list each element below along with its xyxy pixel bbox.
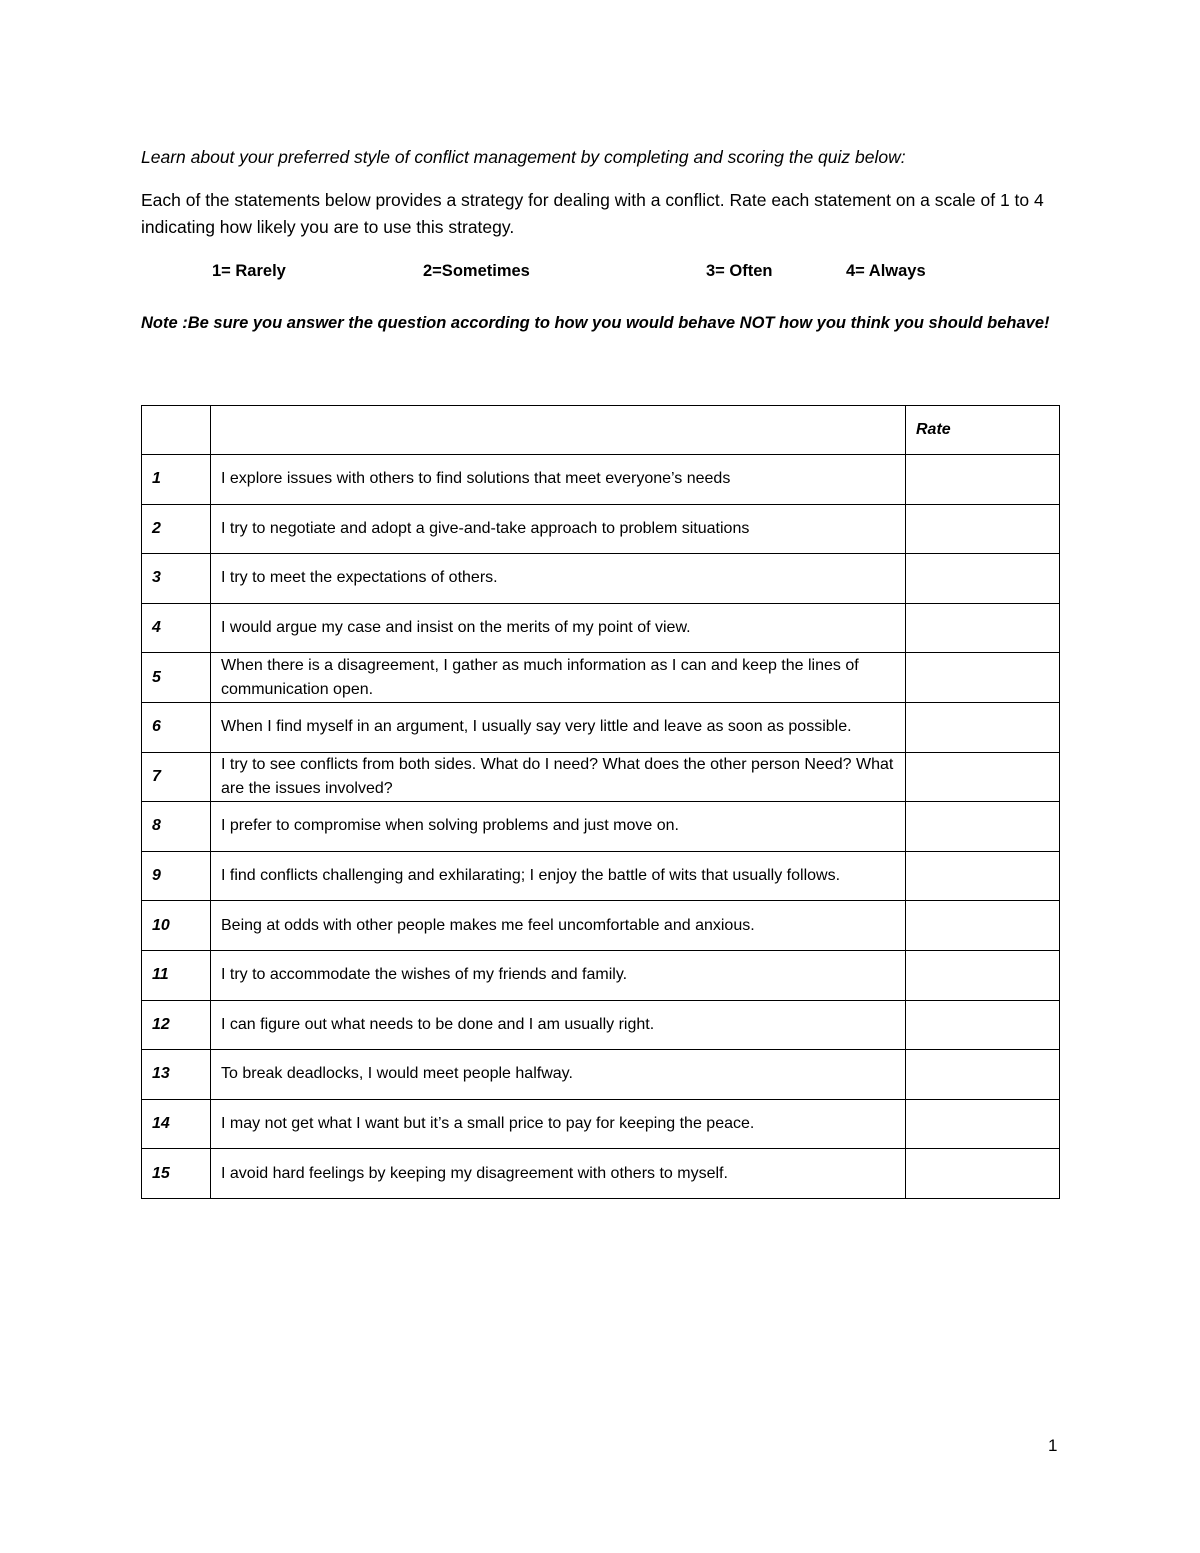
intro-text: Learn about your preferred style of conflict management by completing and scoring the quiz below: <box>141 147 906 167</box>
rate-cell[interactable] <box>906 901 1060 951</box>
statement-number: 2 <box>142 504 211 554</box>
rate-cell[interactable] <box>906 752 1060 802</box>
rate-cell[interactable] <box>906 455 1060 505</box>
rate-cell[interactable] <box>906 851 1060 901</box>
table-row <box>142 603 1060 653</box>
table-row <box>142 802 1060 852</box>
statement-number: 1 <box>142 455 211 505</box>
table-header-row <box>142 406 1060 455</box>
rate-cell[interactable] <box>906 504 1060 554</box>
statement-text: I would argue my case and insist on the merits of my point of view. <box>211 603 906 653</box>
statement-text: I explore issues with others to find solutions that meet everyone’s needs <box>211 455 906 505</box>
header-statement-cell <box>211 406 906 455</box>
rate-cell[interactable] <box>906 802 1060 852</box>
table-row <box>142 653 1060 703</box>
rate-cell[interactable] <box>906 702 1060 752</box>
note-text: Note :Be sure you answer the question according to how you would behave NOT how you think you should behave! <box>141 314 1050 332</box>
statement-text: I try to meet the expectations of others. <box>211 554 906 604</box>
table-row <box>142 1050 1060 1100</box>
page-number: 1 <box>1048 1436 1058 1455</box>
table-row <box>142 554 1060 604</box>
rate-cell[interactable] <box>906 1149 1060 1199</box>
statement-number: 12 <box>142 1000 211 1050</box>
table-row <box>142 455 1060 505</box>
statement-text: I avoid hard feelings by keeping my disagreement with others to myself. <box>211 1149 906 1199</box>
header-number-cell <box>142 406 211 455</box>
statement-number: 10 <box>142 901 211 951</box>
statement-number: 15 <box>142 1149 211 1199</box>
table-row <box>142 702 1060 752</box>
header-rate-cell: Rate <box>906 406 1060 455</box>
statement-number: 4 <box>142 603 211 653</box>
rate-cell[interactable] <box>906 950 1060 1000</box>
rate-cell[interactable] <box>906 653 1060 703</box>
scale-option-sometimes: 2=Sometimes <box>423 262 530 280</box>
statement-text: I try to accommodate the wishes of my friends and family. <box>211 950 906 1000</box>
rate-cell[interactable] <box>906 1099 1060 1149</box>
quiz-table <box>141 405 1060 1199</box>
scale-option-rarely: 1= Rarely <box>212 262 286 280</box>
statement-number: 6 <box>142 702 211 752</box>
statement-number: 11 <box>142 950 211 1000</box>
statement-text: I find conflicts challenging and exhilarating; I enjoy the battle of wits that usually follows. <box>211 851 906 901</box>
statement-text: I can figure out what needs to be done and I am usually right. <box>211 1000 906 1050</box>
rate-cell[interactable] <box>906 603 1060 653</box>
table-row <box>142 504 1060 554</box>
statement-text: When there is a disagreement, I gather as much information as I can and keep the lines of communication open. <box>211 653 906 703</box>
table-row <box>142 1149 1060 1199</box>
statement-number: 8 <box>142 802 211 852</box>
rate-cell[interactable] <box>906 1000 1060 1050</box>
rate-cell[interactable] <box>906 1050 1060 1100</box>
statement-text: Being at odds with other people makes me feel uncomfortable and anxious. <box>211 901 906 951</box>
statement-number: 3 <box>142 554 211 604</box>
statement-number: 7 <box>142 752 211 802</box>
scale-option-often: 3= Often <box>706 262 773 280</box>
statement-number: 5 <box>142 653 211 703</box>
statement-number: 9 <box>142 851 211 901</box>
rate-cell[interactable] <box>906 554 1060 604</box>
table-row <box>142 1000 1060 1050</box>
statement-text: I may not get what I want but it’s a small price to pay for keeping the peace. <box>211 1099 906 1149</box>
statement-text: I prefer to compromise when solving problems and just move on. <box>211 802 906 852</box>
instructions-text: Each of the statements below provides a strategy for dealing with a conflict. Rate each statement on a scale of 1 to 4 indicating how likely you are to use this strategy. <box>141 190 1044 237</box>
statement-text: To break deadlocks, I would meet people halfway. <box>211 1050 906 1100</box>
table-row <box>142 1099 1060 1149</box>
statement-text: When I find myself in an argument, I usually say very little and leave as soon as possible. <box>211 702 906 752</box>
table-row <box>142 901 1060 951</box>
table-row <box>142 950 1060 1000</box>
table-row <box>142 752 1060 802</box>
statement-text: I try to negotiate and adopt a give-and-take approach to problem situations <box>211 504 906 554</box>
statement-number: 13 <box>142 1050 211 1100</box>
table-row <box>142 851 1060 901</box>
statement-number: 14 <box>142 1099 211 1149</box>
statement-text: I try to see conflicts from both sides. What do I need? What does the other person Need? What are the issues involved? <box>211 752 906 802</box>
scale-option-always: 4= Always <box>846 262 926 280</box>
